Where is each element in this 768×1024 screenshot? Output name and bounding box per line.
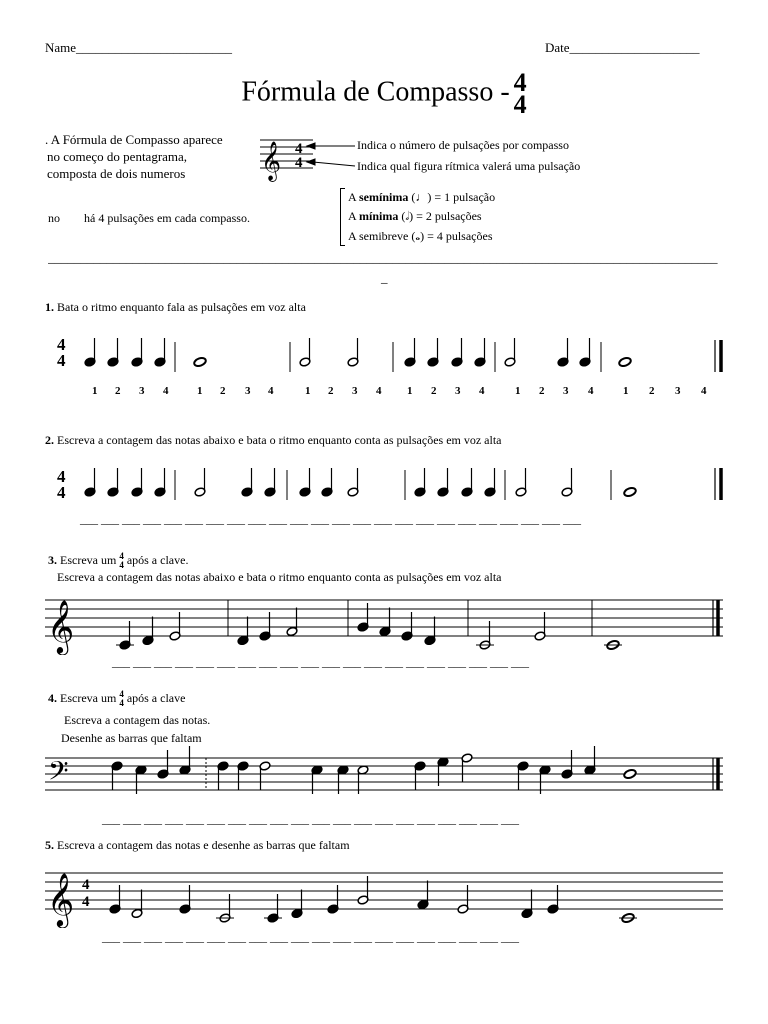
date-field[interactable]: Date____________________ <box>545 40 700 55</box>
quarter-note <box>484 468 496 497</box>
exercise-4-notes <box>111 746 718 794</box>
quarter-note <box>264 468 276 497</box>
half-note <box>259 761 271 790</box>
beat-count: 1 <box>197 385 203 397</box>
pulse-text: há 4 pulsações em cada compasso. <box>84 211 250 225</box>
beat-count: 3 <box>675 385 681 397</box>
ts-den: 4 <box>57 483 66 502</box>
beat-count: 1 <box>515 385 521 397</box>
ts-num: 4 <box>57 335 66 354</box>
quarter-note <box>437 468 449 497</box>
beat-count: 1 <box>623 385 629 397</box>
exercise-4-staff <box>45 745 735 805</box>
quarter-note <box>461 468 473 497</box>
exercise-3-notes <box>116 600 718 650</box>
exercise-3-blanks[interactable]: ___ ___ ___ ___ ___ ___ ___ ___ ___ ___ ___ ___ ___ ___ ___ ___ ___ ___ ___ ___ <box>112 655 529 669</box>
ts-top-digit: 4 <box>295 141 303 157</box>
beat-count: 4 <box>588 385 594 397</box>
quarter-note <box>517 761 529 790</box>
beat-count: 3 <box>352 385 358 397</box>
quarter-note <box>584 746 596 775</box>
beat-count: 3 <box>245 385 251 397</box>
title-time-signature <box>513 68 527 119</box>
arrow-icon <box>307 159 315 165</box>
exercise-4-instruction-3: Desenhe as barras que faltam <box>61 731 202 745</box>
quarter-note <box>561 750 573 779</box>
rule-semibreve: A semibreve (𝅝) = 4 pulsações <box>348 229 493 243</box>
ts-num: 4 <box>57 467 66 486</box>
half-note <box>461 753 473 782</box>
beat-count: 2 <box>431 385 437 397</box>
half-note <box>515 468 527 497</box>
beat-count: 2 <box>115 385 121 397</box>
quarter-note <box>424 617 436 646</box>
title-ts-den: 4 <box>513 90 527 119</box>
quarter-note <box>131 338 143 367</box>
page-title-text: Fórmula de Compasso - <box>241 76 510 108</box>
quarter-note <box>379 608 391 637</box>
half-note <box>299 338 311 367</box>
quarter-note <box>111 761 123 790</box>
quarter-note <box>154 468 166 497</box>
no-text: no <box>48 211 60 225</box>
quarter-note <box>427 338 439 367</box>
annotation-bottom: Indica qual figura rítmica valerá uma pulsação <box>357 159 581 173</box>
quarter-note <box>241 468 253 497</box>
beat-count: 1 <box>92 385 98 397</box>
whole-note <box>193 357 207 368</box>
quarter-note <box>451 338 463 367</box>
exercise-5-staff <box>45 858 735 928</box>
exercise-2-rhythm <box>55 462 735 507</box>
ts-num: 4 <box>82 877 90 893</box>
title-ts-num: 4 <box>513 68 527 97</box>
beat-count: 4 <box>479 385 485 397</box>
quarter-note <box>521 890 533 919</box>
exercise-1-instruction: 1. Bata o ritmo enquanto fala as pulsações em voz alta <box>45 300 306 314</box>
quarter-note <box>157 750 169 779</box>
exercise-3-instruction-1: 3. Escreva um 4 4 após a clave. <box>48 551 189 570</box>
beat-count: 4 <box>268 385 274 397</box>
bass-clef-icon: 𝄢 <box>48 756 69 792</box>
beat-count: 2 <box>539 385 545 397</box>
quarter-note <box>217 761 229 790</box>
quarter-note <box>291 890 303 919</box>
exercise-4-blanks[interactable]: ___ ___ ___ ___ ___ ___ ___ ___ ___ ___ ___ ___ ___ ___ ___ ___ ___ ___ ___ ___ <box>102 812 519 826</box>
beat-count: 3 <box>139 385 145 397</box>
exercise-5-blanks[interactable]: ___ ___ ___ ___ ___ ___ ___ ___ ___ ___ ___ ___ ___ ___ ___ ___ ___ ___ ___ ___ <box>102 930 519 944</box>
exercise-1-rhythm <box>55 330 735 400</box>
quarter-note <box>107 338 119 367</box>
quarter-note <box>474 338 486 367</box>
quarter-note <box>321 468 333 497</box>
beat-count: 4 <box>701 385 707 397</box>
beat-count: 4 <box>163 385 169 397</box>
exercise-4-instruction-2: Escreva a contagem das notas. <box>64 713 211 727</box>
whole-note <box>623 487 637 498</box>
quarter-note <box>404 338 416 367</box>
treble-clef-icon: 𝄞 <box>47 601 75 652</box>
treble-clef-icon: 𝄞 <box>47 874 75 925</box>
quarter-note <box>417 881 429 910</box>
quarter-note <box>154 338 166 367</box>
ts-bottom-digit: 4 <box>295 155 303 171</box>
quarter-note <box>579 338 591 367</box>
exercise-1-notes <box>84 338 721 372</box>
treble-clef-icon: 𝄞 <box>261 143 282 180</box>
quarter-note <box>142 617 154 646</box>
quarter-note <box>107 468 119 497</box>
intro-line-2: no começo do pentagrama, <box>47 149 188 164</box>
quarter-note <box>237 761 249 790</box>
beat-count: 1 <box>305 385 311 397</box>
quarter-note <box>414 468 426 497</box>
half-note <box>347 338 359 367</box>
rules-bracket <box>340 188 345 246</box>
quarter-note <box>84 468 96 497</box>
quarter-note <box>414 761 426 790</box>
quarter-note <box>84 338 96 367</box>
section-divider-tail: _ <box>381 270 388 285</box>
half-note <box>504 338 516 367</box>
exercise-3-instruction-2: Escreva a contagem das notas abaixo e bata o ritmo enquanto conta as pulsações em voz alta <box>57 570 502 584</box>
arrow-icon <box>307 143 315 149</box>
whole-note <box>618 357 632 368</box>
whole-note <box>623 769 637 780</box>
ts-den: 4 <box>82 894 90 910</box>
quarter-note <box>237 617 249 646</box>
exercise-5-instruction: 5. Escreva a contagem das notas e desenhe as barras que faltam <box>45 838 350 852</box>
beat-count: 3 <box>455 385 461 397</box>
quarter-note <box>299 468 311 497</box>
intro-line-3: composta de dois numeros <box>47 166 186 181</box>
quarter-note <box>131 468 143 497</box>
quarter-note <box>179 746 191 775</box>
exercise-2-instruction: 2. Escreva a contagem das notas abaixo e bata o ritmo enquanto conta as pulsações em voz alta <box>45 433 502 447</box>
rule-seminima: A semínima (♩) = 1 pulsação <box>348 190 496 204</box>
half-note <box>286 608 298 637</box>
intro-line-1: . A Fórmula de Compasso aparece <box>45 132 223 147</box>
beat-count: 1 <box>407 385 413 397</box>
half-note <box>561 468 573 497</box>
rule-minima: A mínima (𝅗𝅥) = 2 pulsações <box>348 209 482 223</box>
half-note <box>194 468 206 497</box>
annotation-top: Indica o número de pulsações por compasso <box>357 138 569 152</box>
beat-count: 2 <box>220 385 226 397</box>
page-title <box>0 68 768 119</box>
intro-staff-diagram <box>255 120 360 190</box>
beat-count: 3 <box>563 385 569 397</box>
name-field[interactable]: Name________________________ <box>45 40 233 55</box>
beat-count: 2 <box>328 385 334 397</box>
exercise-3-staff <box>45 585 735 655</box>
beat-count: 4 <box>376 385 382 397</box>
half-note <box>131 890 143 919</box>
section-divider: _______________________________________________________________________________________________________ <box>48 250 718 265</box>
exercise-4-instruction-1: 4. Escreva um 4 4 após a clave <box>48 689 186 708</box>
ts-den: 4 <box>57 351 66 370</box>
exercise-2-blanks[interactable]: ___ ___ ___ ___ ___ ___ ___ ___ ___ ___ ___ ___ ___ ___ ___ ___ ___ ___ ___ ___ ___ ___ ___ ___ <box>80 512 581 526</box>
quarter-note <box>557 338 569 367</box>
exercise-2-notes <box>84 468 721 500</box>
half-note <box>347 468 359 497</box>
beat-count: 2 <box>649 385 655 397</box>
